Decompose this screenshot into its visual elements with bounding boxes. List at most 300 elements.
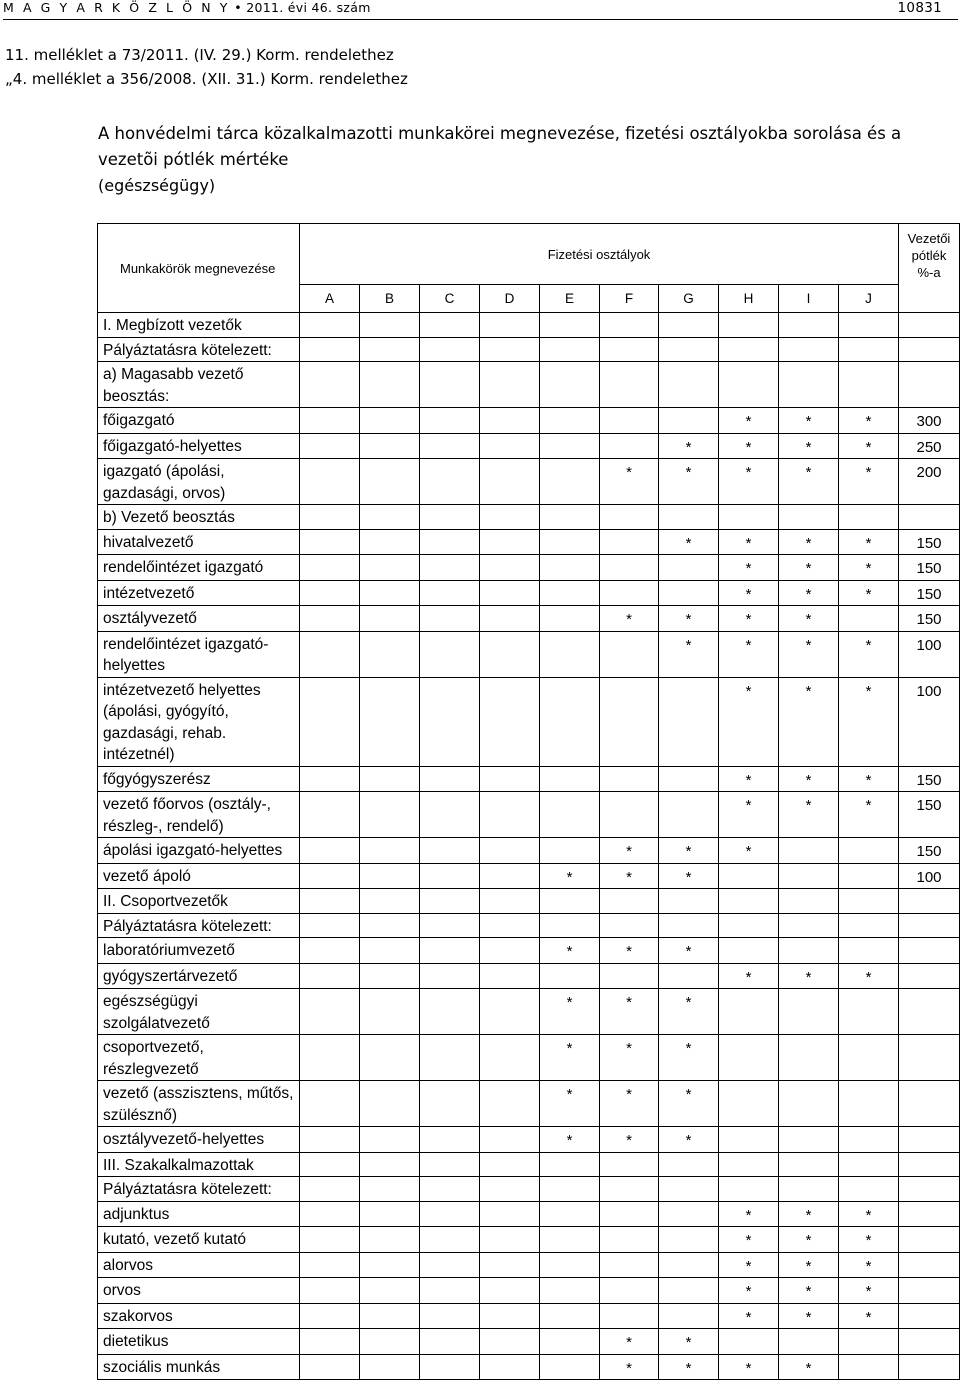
row-name: vezető főorvos (osztály-, részleg-, rendelő) [98,792,300,838]
class-cell-c [420,459,480,505]
class-cell-c [420,913,480,938]
class-cell-j: * [839,631,899,677]
class-cell-j [839,863,899,889]
class-cell-h: * [719,1201,779,1227]
column-header-allowance [899,224,960,313]
class-cell-c [420,555,480,581]
row-name: rendelőintézet igazgató [98,555,300,581]
class-cell-i: * [779,1201,839,1227]
class-cell-e [540,1177,600,1202]
allowance-percent [899,989,960,1035]
class-cell-b [360,913,420,938]
class-cell-d [480,408,540,434]
class-cell-i: * [779,1252,839,1278]
allowance-percent: 150 [899,580,960,606]
class-cell-f [600,792,659,838]
table-row [98,580,960,606]
class-cell-h: * [719,766,779,792]
class-cell-b [360,1227,420,1253]
row-name: hivatalvezető [98,529,300,555]
class-cell-c [420,1152,480,1177]
class-cell-a [300,631,360,677]
class-cell-d [480,631,540,677]
class-cell-i: * [779,580,839,606]
table-row [98,1152,960,1177]
class-cell-a [300,838,360,864]
class-cell-b [360,1303,420,1329]
class-cell-i [779,913,839,938]
class-cell-c [420,677,480,766]
class-letter-h: H [719,285,779,313]
class-cell-i [779,938,839,964]
class-cell-g [659,313,719,338]
class-cell-i: * [779,1278,839,1304]
class-cell-e: * [540,1081,600,1127]
title-main: A honvédelmi tárca közalkalmazotti munkakörei megnevezése, fizetési osztályokba sorolása és a vezetõi pótlék mértéke [98,124,902,169]
class-cell-d [480,1152,540,1177]
column-header-classes: Fizetési osztályok [300,224,899,285]
class-cell-g: * [659,1035,719,1081]
annex-line-1: 11. melléklet a 73/2011. (IV. 29.) Korm. rendelethez [5,46,394,64]
allowance-percent [899,337,960,362]
allowance-percent [899,1252,960,1278]
row-name: igazgató (ápolási, gazdasági, orvos) [98,459,300,505]
class-cell-g [659,408,719,434]
class-cell-j [839,337,899,362]
class-cell-d [480,1278,540,1304]
class-cell-j: * [839,408,899,434]
column-header-name: Munkakörök megnevezése [98,224,300,313]
class-cell-a [300,1303,360,1329]
class-cell-a [300,313,360,338]
class-cell-g [659,963,719,989]
class-cell-j [839,889,899,914]
class-cell-e: * [540,863,600,889]
class-cell-a [300,863,360,889]
table-row [98,529,960,555]
class-cell-f: * [600,863,659,889]
table-row [98,362,960,408]
class-cell-a [300,1152,360,1177]
class-cell-d [480,362,540,408]
class-letter-g: G [659,285,719,313]
class-cell-g [659,1177,719,1202]
class-cell-c [420,408,480,434]
class-cell-d [480,1035,540,1081]
class-cell-e [540,1201,600,1227]
class-cell-g [659,1303,719,1329]
class-cell-i [779,1081,839,1127]
class-cell-j: * [839,1201,899,1227]
class-cell-f [600,631,659,677]
class-cell-j [839,838,899,864]
class-cell-b [360,1081,420,1127]
class-cell-d [480,606,540,632]
class-cell-e [540,1303,600,1329]
class-cell-g [659,677,719,766]
class-cell-b [360,1035,420,1081]
allowance-percent: 150 [899,555,960,581]
class-cell-b [360,433,420,459]
row-name: III. Szakalkalmazottak [98,1152,300,1177]
class-cell-g [659,1201,719,1227]
class-cell-i: * [779,766,839,792]
class-cell-a [300,459,360,505]
class-cell-h [719,1127,779,1153]
class-cell-f [600,1252,659,1278]
class-cell-e [540,631,600,677]
class-cell-c [420,529,480,555]
class-cell-a [300,606,360,632]
class-cell-d [480,913,540,938]
class-cell-f [600,1227,659,1253]
class-letter-b: B [360,285,420,313]
class-cell-e [540,913,600,938]
row-name: kutató, vezető kutató [98,1227,300,1253]
row-name: adjunktus [98,1201,300,1227]
class-cell-e [540,313,600,338]
class-cell-e [540,1152,600,1177]
class-cell-f: * [600,1081,659,1127]
class-cell-e [540,408,600,434]
class-cell-h [719,889,779,914]
class-cell-a [300,1329,360,1355]
allowance-percent [899,1152,960,1177]
class-cell-h [719,337,779,362]
class-cell-g [659,1278,719,1304]
table-row [98,1303,960,1329]
class-cell-i: * [779,792,839,838]
class-cell-d [480,459,540,505]
allowance-percent: 150 [899,838,960,864]
class-cell-c [420,1127,480,1153]
class-cell-c [420,337,480,362]
class-cell-b [360,677,420,766]
class-cell-c [420,1278,480,1304]
class-cell-a [300,677,360,766]
allowance-percent [899,505,960,530]
class-cell-h [719,863,779,889]
class-cell-a [300,362,360,408]
class-cell-g [659,1252,719,1278]
class-cell-b [360,606,420,632]
table-row [98,963,960,989]
class-cell-f: * [600,1354,659,1380]
row-name: Pályáztatásra kötelezett: [98,337,300,362]
class-cell-a [300,792,360,838]
class-cell-c [420,313,480,338]
row-name: a) Magasabb vezető beosztás: [98,362,300,408]
allowance-percent [899,1329,960,1355]
class-cell-g [659,1227,719,1253]
table-row [98,863,960,889]
issue-number: 2011. évi 46. szám [246,0,371,15]
class-cell-i [779,362,839,408]
class-cell-g: * [659,631,719,677]
class-cell-i: * [779,555,839,581]
class-cell-h [719,313,779,338]
class-cell-a [300,938,360,964]
class-cell-e [540,792,600,838]
class-cell-a [300,529,360,555]
class-cell-c [420,838,480,864]
class-cell-a [300,766,360,792]
class-cell-f [600,1201,659,1227]
row-name: laboratóriumvezető [98,938,300,964]
row-name: orvos [98,1278,300,1304]
class-cell-e: * [540,989,600,1035]
class-cell-g [659,792,719,838]
class-cell-e [540,889,600,914]
class-cell-i [779,889,839,914]
class-cell-e: * [540,938,600,964]
table-row [98,1081,960,1127]
class-cell-b [360,1177,420,1202]
table-row [98,938,960,964]
table-row [98,1252,960,1278]
class-cell-e [540,1252,600,1278]
class-cell-g: * [659,838,719,864]
class-cell-h [719,938,779,964]
class-cell-b [360,838,420,864]
class-cell-d [480,792,540,838]
class-cell-h: * [719,606,779,632]
class-cell-c [420,1329,480,1355]
row-name: dietetikus [98,1329,300,1355]
class-cell-d [480,1227,540,1253]
row-name: intézetvezető [98,580,300,606]
class-cell-g: * [659,433,719,459]
table-row [98,555,960,581]
class-cell-b [360,337,420,362]
class-cell-g: * [659,1329,719,1355]
table-row [98,838,960,864]
allowance-percent: 150 [899,606,960,632]
class-cell-j [839,989,899,1035]
title-sub: (egészségügy) [98,176,216,195]
class-letter-j: J [839,285,899,313]
class-letter-f: F [600,285,659,313]
row-name: főigazgató [98,408,300,434]
table-row [98,337,960,362]
class-cell-c [420,1035,480,1081]
class-cell-d [480,989,540,1035]
table-row [98,1035,960,1081]
classification-table [97,223,960,1380]
row-name: b) Vezető beosztás [98,505,300,530]
class-cell-a [300,555,360,581]
class-cell-a [300,889,360,914]
class-cell-b [360,1152,420,1177]
table-row [98,1177,960,1202]
row-name: főigazgató-helyettes [98,433,300,459]
class-cell-a [300,1252,360,1278]
class-cell-d [480,1252,540,1278]
class-letter-c: C [420,285,480,313]
class-cell-f [600,433,659,459]
class-cell-i [779,863,839,889]
class-cell-f [600,677,659,766]
class-cell-f [600,1278,659,1304]
annex-line-2: „4. melléklet a 356/2008. (XII. 31.) Korm. rendelethez [5,70,408,88]
allowance-percent: 300 [899,408,960,434]
class-cell-a [300,1127,360,1153]
class-cell-i: * [779,1227,839,1253]
class-cell-d [480,889,540,914]
class-cell-h: * [719,433,779,459]
table-row [98,408,960,434]
class-cell-e [540,677,600,766]
class-cell-f [600,963,659,989]
allowance-percent: 250 [899,433,960,459]
class-cell-b [360,459,420,505]
class-cell-j [839,1329,899,1355]
class-cell-a [300,1035,360,1081]
class-cell-e [540,505,600,530]
class-cell-j [839,1354,899,1380]
class-cell-b [360,505,420,530]
class-cell-a [300,433,360,459]
allowance-percent [899,938,960,964]
class-cell-f: * [600,989,659,1035]
allowance-percent [899,1127,960,1153]
class-cell-a [300,1227,360,1253]
class-cell-g [659,555,719,581]
allowance-percent [899,1227,960,1253]
class-cell-i [779,989,839,1035]
class-cell-g [659,1152,719,1177]
class-cell-c [420,631,480,677]
class-cell-c [420,766,480,792]
class-cell-d [480,555,540,581]
class-cell-h: * [719,1227,779,1253]
class-cell-h [719,989,779,1035]
class-cell-h [719,362,779,408]
class-cell-b [360,889,420,914]
class-cell-c [420,1081,480,1127]
row-name: ápolási igazgató-helyettes [98,838,300,864]
table-row [98,1201,960,1227]
class-cell-a [300,989,360,1035]
class-cell-i: * [779,408,839,434]
class-cell-g [659,913,719,938]
table-row [98,792,960,838]
class-cell-i [779,838,839,864]
class-cell-a [300,1177,360,1202]
class-cell-d [480,433,540,459]
table-row [98,505,960,530]
class-cell-e [540,963,600,989]
class-cell-f [600,313,659,338]
class-cell-h: * [719,792,779,838]
class-cell-h: * [719,631,779,677]
class-cell-d [480,313,540,338]
row-name: intézetvezető helyettes (ápolási, gyógyító, gazdasági, rehab. intézetnél) [98,677,300,766]
allowance-percent: 150 [899,792,960,838]
row-name: alorvos [98,1252,300,1278]
allowance-percent [899,1303,960,1329]
row-name: csoportvezető, részlegvezető [98,1035,300,1081]
table-row [98,766,960,792]
class-cell-g [659,362,719,408]
class-cell-b [360,362,420,408]
class-cell-g: * [659,1081,719,1127]
class-cell-g [659,766,719,792]
class-cell-c [420,963,480,989]
allowance-percent: 200 [899,459,960,505]
class-cell-i: * [779,1354,839,1380]
class-cell-a [300,1081,360,1127]
class-cell-a [300,505,360,530]
allowance-percent [899,362,960,408]
class-cell-c [420,889,480,914]
class-cell-b [360,631,420,677]
class-cell-c [420,362,480,408]
class-cell-i: * [779,963,839,989]
class-cell-e [540,362,600,408]
class-cell-c [420,433,480,459]
row-name: vezető ápoló [98,863,300,889]
class-cell-h [719,913,779,938]
class-cell-h: * [719,580,779,606]
class-cell-i [779,1329,839,1355]
class-cell-b [360,1329,420,1355]
class-cell-j: * [839,459,899,505]
class-cell-j [839,938,899,964]
class-cell-g: * [659,863,719,889]
class-cell-f: * [600,459,659,505]
class-cell-j [839,1035,899,1081]
class-cell-d [480,1201,540,1227]
class-cell-g [659,337,719,362]
table-row [98,433,960,459]
class-cell-j: * [839,433,899,459]
class-cell-i: * [779,459,839,505]
allowance-percent: 150 [899,529,960,555]
row-name: Pályáztatásra kötelezett: [98,913,300,938]
class-cell-g: * [659,989,719,1035]
class-cell-i: * [779,677,839,766]
class-cell-i [779,1177,839,1202]
class-cell-j: * [839,792,899,838]
class-cell-f: * [600,606,659,632]
class-cell-e [540,1329,600,1355]
class-cell-j [839,1152,899,1177]
class-cell-a [300,337,360,362]
table-row [98,606,960,632]
class-cell-g: * [659,529,719,555]
table-row [98,913,960,938]
class-cell-c [420,1354,480,1380]
class-cell-c [420,580,480,606]
class-cell-b [360,1127,420,1153]
class-cell-h [719,1152,779,1177]
class-cell-c [420,1252,480,1278]
class-cell-d [480,505,540,530]
class-cell-f [600,555,659,581]
class-cell-d [480,963,540,989]
class-cell-d [480,1354,540,1380]
allowance-percent [899,1278,960,1304]
class-cell-j [839,1127,899,1153]
class-cell-c [420,863,480,889]
table-row [98,459,960,505]
allowance-percent [899,1177,960,1202]
class-cell-e [540,606,600,632]
class-cell-b [360,529,420,555]
allowance-percent [899,313,960,338]
class-cell-c [420,606,480,632]
